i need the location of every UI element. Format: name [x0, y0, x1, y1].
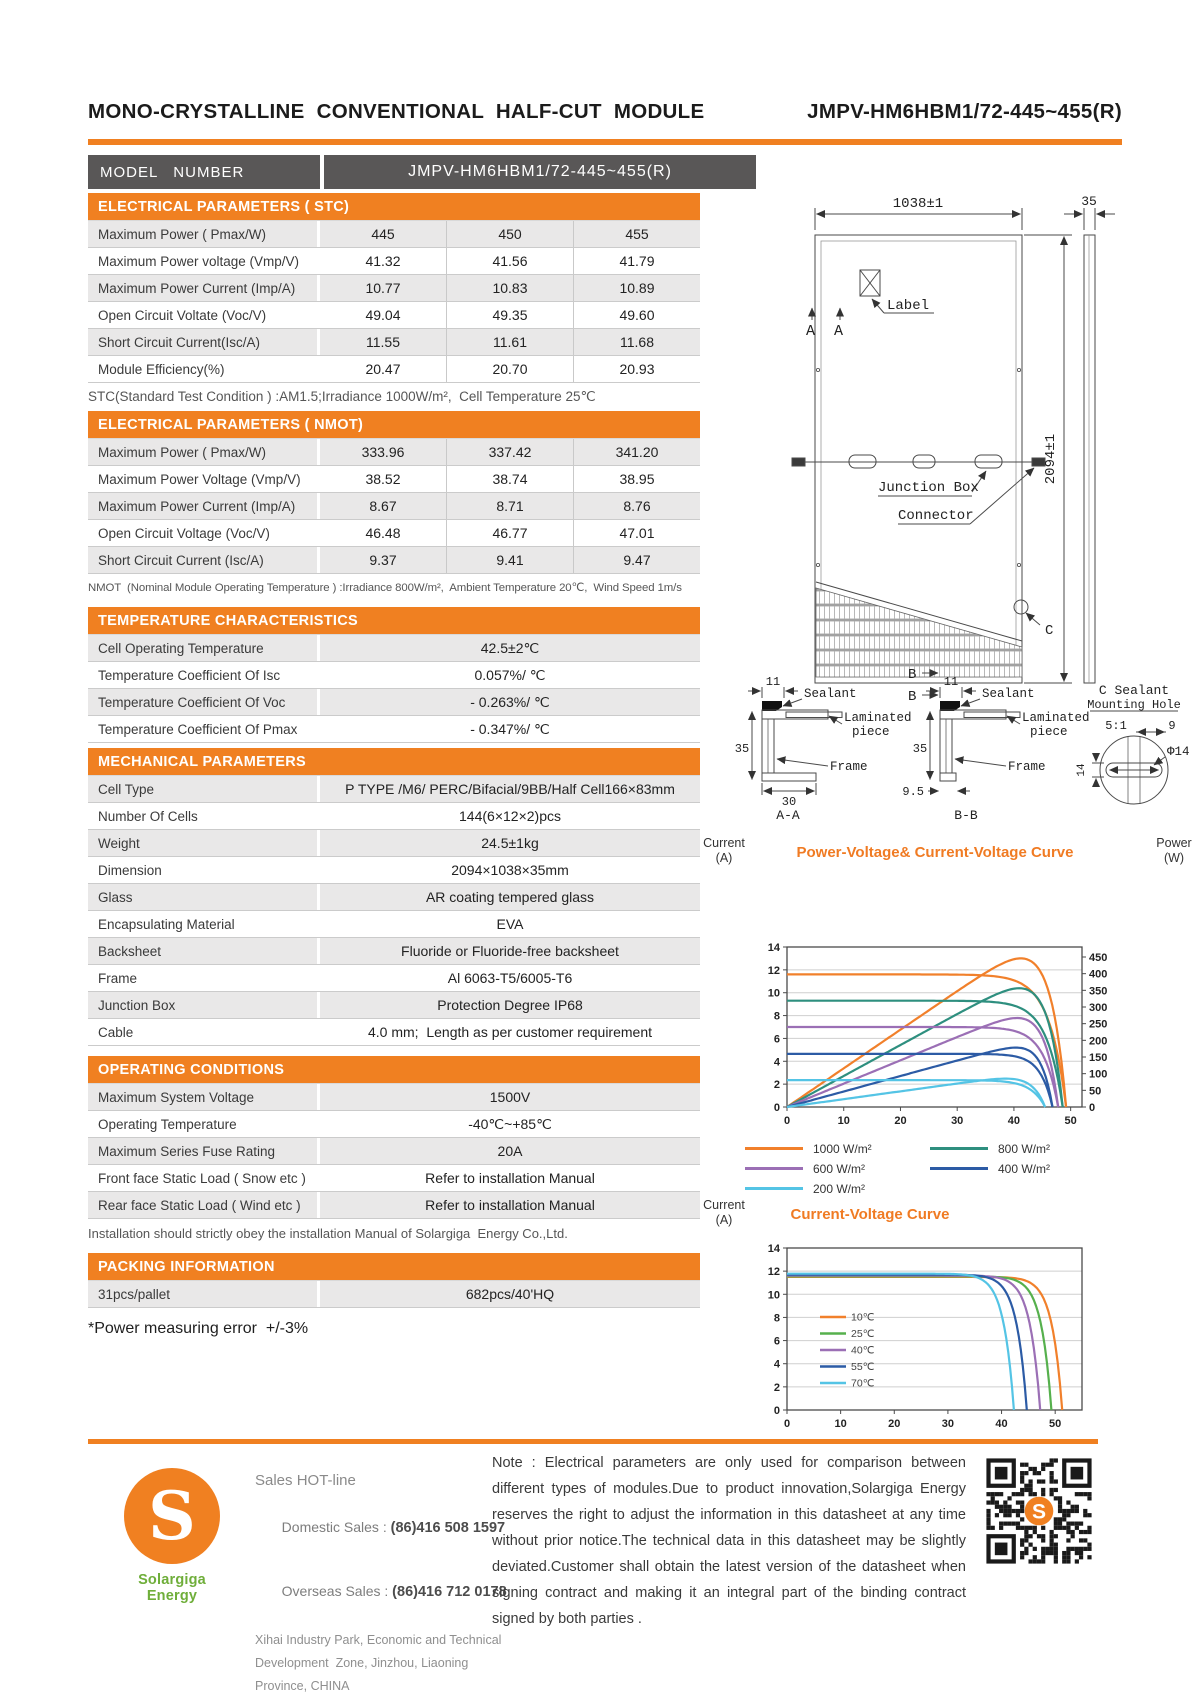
spec-column: [88, 155, 700, 1338]
y-axis-label: Current: [703, 836, 745, 850]
contact-block: [255, 1472, 507, 1697]
y-tick-label: 14: [767, 1243, 780, 1255]
row-label: Temperature Coefficient Of Isc: [88, 662, 320, 688]
company-logo: [112, 1468, 232, 1604]
row-label: Maximum Power ( Pmax/W): [88, 221, 320, 247]
x-tick-label: 30: [951, 1115, 964, 1127]
row-value: 49.04: [365, 307, 401, 323]
y-tick-label: 8: [773, 1010, 780, 1023]
y2-tick-label: 200: [1089, 1035, 1108, 1048]
connector-left: [792, 458, 805, 466]
row-value: 41.56: [446, 248, 573, 274]
legend-item: [930, 1142, 1115, 1155]
row-label: Encapsulating Material: [88, 911, 320, 937]
table-row: [88, 662, 700, 689]
y-axis-label: Current: [703, 1198, 745, 1212]
y-tick-label: 12: [767, 1266, 780, 1279]
row-value: 450: [446, 221, 573, 247]
row-label: Temperature Coefficient Of Voc: [88, 689, 320, 715]
table-row: [88, 911, 700, 938]
chart-title: Current-Voltage Curve: [790, 1206, 950, 1223]
row-value: AR coating tempered glass: [425, 889, 595, 905]
y2-tick-label: 100: [1089, 1068, 1108, 1081]
row-value: 0.057%/ ℃: [474, 666, 546, 683]
row-label: Backsheet: [88, 938, 320, 964]
table-row: [88, 356, 700, 383]
row-value: 2094×1038×35mm: [451, 862, 569, 878]
row-label: Junction Box: [88, 992, 320, 1018]
row-label: Cable: [88, 1019, 320, 1045]
section-b-mark: B: [908, 667, 917, 683]
dim-30: 30: [781, 795, 797, 809]
row-value: 455: [573, 221, 700, 247]
legend-swatch: [930, 1147, 988, 1150]
row-value: 9.47: [573, 547, 700, 573]
dim-14: 14: [1076, 763, 1088, 777]
table-packing: [88, 1280, 700, 1308]
overseas-sales-line: [255, 1565, 507, 1619]
row-value: Fluoride or Fluoride-free backsheet: [401, 943, 619, 959]
legend-item: [930, 1162, 1115, 1175]
scale-label: 5:1: [1105, 719, 1127, 733]
legal-note: Note : Electrical parameters are only used for comparison between different types of modules.Due to product innovation,Solargiga Energy reserves the right to adjust the information in this datasheet at any time without prior notice.The technical data in this datasheet may be slightly deviated.Customer shall obtain the latest version of the datasheet when signing contract and making it an integral part of the binding contract signed by both parties .: [492, 1455, 966, 1627]
logo-letter: S: [148, 1477, 196, 1555]
y-tick-label: 6: [773, 1335, 780, 1348]
y2-tick-label: 450: [1089, 952, 1108, 964]
row-value: 38.74: [446, 466, 573, 492]
model-number-row: [88, 155, 760, 189]
overseas-sales-label: Overseas Sales :: [281, 1583, 393, 1599]
table-row: [88, 857, 700, 884]
dim-9: 9: [1168, 719, 1176, 733]
table-row: [88, 830, 700, 857]
section-bb-label: B-B: [954, 808, 978, 823]
row-label: Dimension: [88, 857, 320, 883]
connector-label: Connector: [898, 508, 974, 524]
row-value: 11.68: [573, 329, 700, 355]
model-number-label: MODEL NUMBER: [88, 155, 320, 189]
section-heading-nmot: ELECTRICAL PARAMETERS ( NMOT): [88, 411, 700, 438]
x-tick-label: 50: [1049, 1418, 1062, 1430]
address-line: Province, CHINA: [255, 1679, 350, 1693]
irradiance-legend: [745, 1142, 1145, 1195]
table-row: [88, 884, 700, 911]
laminated-label: Laminated: [844, 711, 912, 725]
y2-tick-label: 50: [1089, 1085, 1102, 1098]
row-value: -40℃~+85℃: [468, 1115, 552, 1132]
y2-tick-label: 0: [1089, 1102, 1096, 1114]
x-tick-label: 0: [783, 1115, 791, 1127]
row-label: Weight: [88, 830, 320, 856]
y-tick-label: 14: [767, 942, 780, 954]
dim-width: 1038±1: [892, 196, 944, 212]
doc-title: [88, 100, 1122, 124]
frame-label: Frame: [1008, 760, 1046, 774]
legend-swatch: [745, 1167, 803, 1170]
legend-swatch: [930, 1167, 988, 1170]
dim-thickness: 35: [1081, 194, 1097, 209]
y2-tick-label: 350: [1089, 985, 1108, 998]
row-value: 46.77: [446, 520, 573, 546]
section-heading-packing: PACKING INFORMATION: [88, 1253, 700, 1280]
x-tick-label: 40: [1007, 1115, 1021, 1127]
table-row: [88, 716, 700, 743]
row-value: 20.70: [446, 356, 573, 382]
table-row: [88, 1019, 700, 1046]
row-value: 8.71: [446, 493, 573, 519]
legend-label: 70℃: [851, 1377, 875, 1390]
row-value: 8.76: [573, 493, 700, 519]
row-label: Front face Static Load ( Snow etc ): [88, 1165, 320, 1191]
row-label: Maximum Power Current (Imp/A): [88, 493, 320, 519]
row-value: 1500V: [489, 1089, 531, 1105]
legend-label: 400 W/m²: [998, 1161, 1051, 1176]
y-axis-label: (A): [715, 851, 733, 865]
table-row: [88, 1281, 700, 1308]
legend-label: 40℃: [851, 1344, 875, 1357]
row-value: 9.37: [369, 552, 397, 568]
x-tick-label: 10: [837, 1115, 850, 1127]
x-tick-label: 0: [783, 1418, 791, 1430]
x-tick-label: 30: [941, 1418, 955, 1430]
section-c-mark: C: [1045, 623, 1054, 639]
table-row: [88, 1192, 700, 1219]
table-row: [88, 248, 700, 275]
row-label: Open Circuit Voltate (Voc/V): [88, 302, 320, 328]
table-row: [88, 1111, 700, 1138]
y-tick-label: 12: [767, 964, 780, 977]
note-stc: STC(Standard Test Condition ) :AM1.5;Irradiance 1000W/m², Cell Temperature 25℃: [88, 389, 596, 404]
legend-swatch: [745, 1147, 803, 1150]
table-temperature: [88, 634, 700, 743]
y2-tick-label: 150: [1089, 1052, 1108, 1064]
row-label: Frame: [88, 965, 320, 991]
row-value: 10.89: [573, 275, 700, 301]
frame-label: Frame: [830, 760, 868, 774]
row-value: 24.5±1kg: [481, 835, 539, 851]
row-label: Open Circuit Voltage (Voc/V): [88, 520, 320, 546]
row-value: Refer to installation Manual: [425, 1197, 595, 1213]
y-tick-label: 6: [773, 1033, 780, 1046]
x-tick-label: 50: [1064, 1115, 1077, 1127]
row-value: 144(6×12×2)pcs: [459, 808, 561, 824]
row-label: Maximum Power voltage (Vmp/V): [88, 248, 320, 274]
y-tick-label: 0: [773, 1102, 780, 1114]
table-row: [88, 466, 700, 493]
overseas-sales-number: (86)416 712 0178: [392, 1584, 507, 1600]
row-value: 11.55: [366, 334, 400, 350]
pv-iv-curve-chart: [698, 833, 1200, 1133]
row-value: 42.5±2℃: [480, 639, 540, 656]
table-row: [88, 776, 700, 803]
y-tick-label: 2: [773, 1381, 780, 1394]
table-stc: [88, 220, 700, 383]
row-value: 4.0 mm; Length as per customer requirement: [367, 1024, 653, 1040]
row-label: Glass: [88, 884, 320, 910]
piece-label: piece: [1030, 725, 1068, 739]
legend-label: 25℃: [851, 1328, 875, 1340]
section-heading-operating: OPERATING CONDITIONS: [88, 1056, 700, 1083]
x-tick-label: 20: [894, 1115, 907, 1127]
label-callout: Label: [887, 298, 930, 314]
row-label: Maximum System Voltage: [88, 1084, 320, 1110]
row-label: Maximum Power ( Pmax/W): [88, 439, 320, 465]
table-row: [88, 221, 700, 248]
logo-icon: [124, 1468, 220, 1564]
piece-label: piece: [852, 725, 890, 739]
y-tick-label: 0: [773, 1405, 780, 1417]
module-technical-drawing: [732, 170, 1194, 825]
laminated-label: Laminated: [1022, 711, 1090, 725]
row-value: Al 6063-T5/6005-T6: [447, 970, 573, 986]
domestic-sales-number: (86)416 508 1597: [390, 1520, 506, 1536]
row-value: - 0.347%/ ℃: [470, 720, 550, 737]
table-row: [88, 547, 700, 574]
row-label: Temperature Coefficient Of Pmax: [88, 716, 320, 742]
legend-label: 600 W/m²: [813, 1161, 866, 1176]
doc-title-text: MONO-CRYSTALLINE CONVENTIONAL HALF-CUT MODULE: [88, 100, 705, 123]
row-label: Short Circuit Current (Isc/A): [88, 547, 320, 573]
section-heading-temperature: TEMPERATURE CHARACTERISTICS: [88, 607, 700, 634]
y2-axis-label: Power: [1156, 836, 1192, 850]
mounting-hole-label: Mounting Hole: [1087, 698, 1181, 712]
row-value: 46.48: [365, 525, 401, 541]
iv-curve: [787, 1275, 1027, 1410]
row-value: 47.01: [573, 520, 700, 546]
table-row: [88, 965, 700, 992]
section-aa-label: A-A: [776, 808, 800, 823]
doc-title-model: JMPV-HM6HBM1/72-445~455(R): [807, 100, 1122, 123]
row-label: Rear face Static Load ( Wind etc ): [88, 1192, 320, 1218]
sealant-label: Sealant: [804, 687, 857, 701]
sales-hotline-label: Sales HOT-line: [255, 1472, 356, 1489]
qr-code: [978, 1450, 1100, 1572]
table-row: [88, 1084, 700, 1111]
address-line: Development Zone, Jinzhou, Liaoning: [255, 1656, 469, 1670]
legend-label: 200 W/m²: [813, 1181, 866, 1196]
y-tick-label: 10: [767, 1289, 780, 1302]
row-label: Maximum Power Current (Imp/A): [88, 275, 320, 301]
row-label: Number Of Cells: [88, 803, 320, 829]
row-value: Protection Degree IP68: [437, 997, 583, 1013]
y2-tick-label: 250: [1089, 1018, 1108, 1031]
y2-axis-label: (W): [1163, 851, 1185, 865]
c-sealant-label: C Sealant: [1098, 683, 1170, 698]
table-row: [88, 275, 700, 302]
row-label: Cell Type: [88, 776, 320, 802]
section-b-mark: B: [908, 689, 917, 705]
table-row: [88, 992, 700, 1019]
row-value: 10.77: [365, 280, 401, 296]
dim-11: 11: [943, 675, 959, 689]
table-operating: [88, 1083, 700, 1219]
row-label: Maximum Power Voltage (Vmp/V): [88, 466, 320, 492]
table-row: [88, 689, 700, 716]
row-value: 38.95: [573, 466, 700, 492]
temperature-iv-curve-chart: [698, 1195, 1200, 1435]
module-side-profile: [1084, 235, 1095, 683]
table-row: [88, 493, 700, 520]
phi-14-label: Φ14: [1167, 745, 1190, 759]
domestic-sales-line: [255, 1501, 506, 1555]
row-value: 20.93: [573, 356, 700, 382]
model-number-value: JMPV-HM6HBM1/72-445~455(R): [324, 155, 756, 189]
row-value: 20.47: [365, 361, 401, 377]
dim-11: 11: [765, 675, 781, 689]
table-row: [88, 1138, 700, 1165]
x-tick-label: 10: [834, 1418, 847, 1430]
row-value: Refer to installation Manual: [425, 1170, 595, 1186]
section-heading-mechanical: MECHANICAL PARAMETERS: [88, 748, 700, 775]
legend-item: [745, 1142, 930, 1155]
table-mechanical: [88, 775, 700, 1046]
junction-box-label: Junction Box: [878, 480, 979, 496]
row-label: Maximum Series Fuse Rating: [88, 1138, 320, 1164]
row-label: Operating Temperature: [88, 1111, 320, 1137]
y-axis-label: (A): [715, 1213, 733, 1227]
row-value: 49.60: [573, 302, 700, 328]
row-label: Short Circuit Current(Isc/A): [88, 329, 320, 355]
y2-tick-label: 400: [1089, 968, 1108, 981]
section-a-mark: A: [806, 323, 816, 340]
chart-title: Power-Voltage& Current-Voltage Curve: [796, 844, 1074, 861]
x-tick-label: 20: [888, 1418, 901, 1430]
y-tick-label: 4: [773, 1056, 780, 1069]
title-rule: [88, 139, 1122, 145]
row-value: 333.96: [361, 444, 405, 460]
row-value: 49.35: [446, 302, 573, 328]
row-value: 10.83: [446, 275, 573, 301]
legend-label: 55℃: [851, 1361, 875, 1373]
dim-35: 35: [912, 742, 928, 756]
legend-label: 10℃: [851, 1311, 875, 1324]
legend-item: [745, 1162, 930, 1175]
table-row: [88, 1165, 700, 1192]
row-value: 11.61: [446, 329, 573, 355]
dim-height: 2094±1: [1043, 433, 1059, 485]
row-value: EVA: [496, 916, 524, 932]
row-value: 341.20: [573, 439, 700, 465]
table-row: [88, 938, 700, 965]
address-line: Xihai Industry Park, Economic and Technical: [255, 1633, 502, 1647]
footer-rule: [88, 1439, 1098, 1444]
table-row: [88, 803, 700, 830]
table-row: [88, 329, 700, 356]
table-row: [88, 520, 700, 547]
legend-label: 1000 W/m²: [813, 1141, 872, 1156]
iv-curve: [787, 1276, 1040, 1411]
logo-text: Solargiga Energy: [138, 1572, 206, 1604]
row-label: Module Efficiency(%): [88, 356, 320, 382]
row-value: 20A: [497, 1143, 523, 1159]
qr-logo-letter: S: [1031, 1500, 1047, 1524]
section-a-mark: A: [834, 323, 844, 340]
power-tolerance-footnote: *Power measuring error +/-3%: [88, 1320, 309, 1337]
row-value: - 0.263%/ ℃: [470, 693, 550, 710]
x-tick-label: 40: [995, 1418, 1008, 1430]
y-tick-label: 8: [773, 1312, 780, 1325]
dim-9-5: 9.5: [902, 785, 924, 799]
y-tick-label: 2: [773, 1079, 780, 1092]
table-row: [88, 635, 700, 662]
table-row: [88, 302, 700, 329]
note-installation: Installation should strictly obey the installation Manual of Solargiga Energy Co.,Ltd.: [88, 1226, 568, 1241]
section-heading-stc: ELECTRICAL PARAMETERS ( STC): [88, 193, 700, 220]
row-value: 445: [371, 226, 395, 242]
table-nmot: [88, 438, 700, 574]
y-tick-label: 10: [767, 987, 780, 1000]
sealant-label: Sealant: [982, 687, 1035, 701]
row-label: Cell Operating Temperature: [88, 635, 320, 661]
y-tick-label: 4: [773, 1358, 780, 1371]
row-value: 682pcs/40'HQ: [465, 1286, 555, 1302]
legend-label: 800 W/m²: [998, 1141, 1051, 1156]
legend-item: [745, 1182, 930, 1195]
row-value: 9.41: [446, 547, 573, 573]
row-value: 41.79: [573, 248, 700, 274]
row-value: 38.52: [365, 471, 401, 487]
note-nmot: NMOT (Nominal Module Operating Temperature ) :Irradiance 800W/m², Ambient Temperature 20℃, Wind Speed 1m/s: [88, 582, 682, 594]
legend-swatch: [745, 1187, 803, 1190]
row-value: 337.42: [446, 439, 573, 465]
row-value: P TYPE /M6/ PERC/Bifacial/9BB/Half Cell166×83mm: [345, 781, 675, 797]
y2-tick-label: 300: [1089, 1002, 1108, 1014]
dim-35: 35: [734, 742, 750, 756]
row-value: 41.32: [365, 253, 401, 269]
row-value: 8.67: [369, 498, 397, 514]
domestic-sales-label: Domestic Sales :: [281, 1519, 391, 1535]
row-label: 31pcs/pallet: [88, 1281, 320, 1307]
table-row: [88, 439, 700, 466]
